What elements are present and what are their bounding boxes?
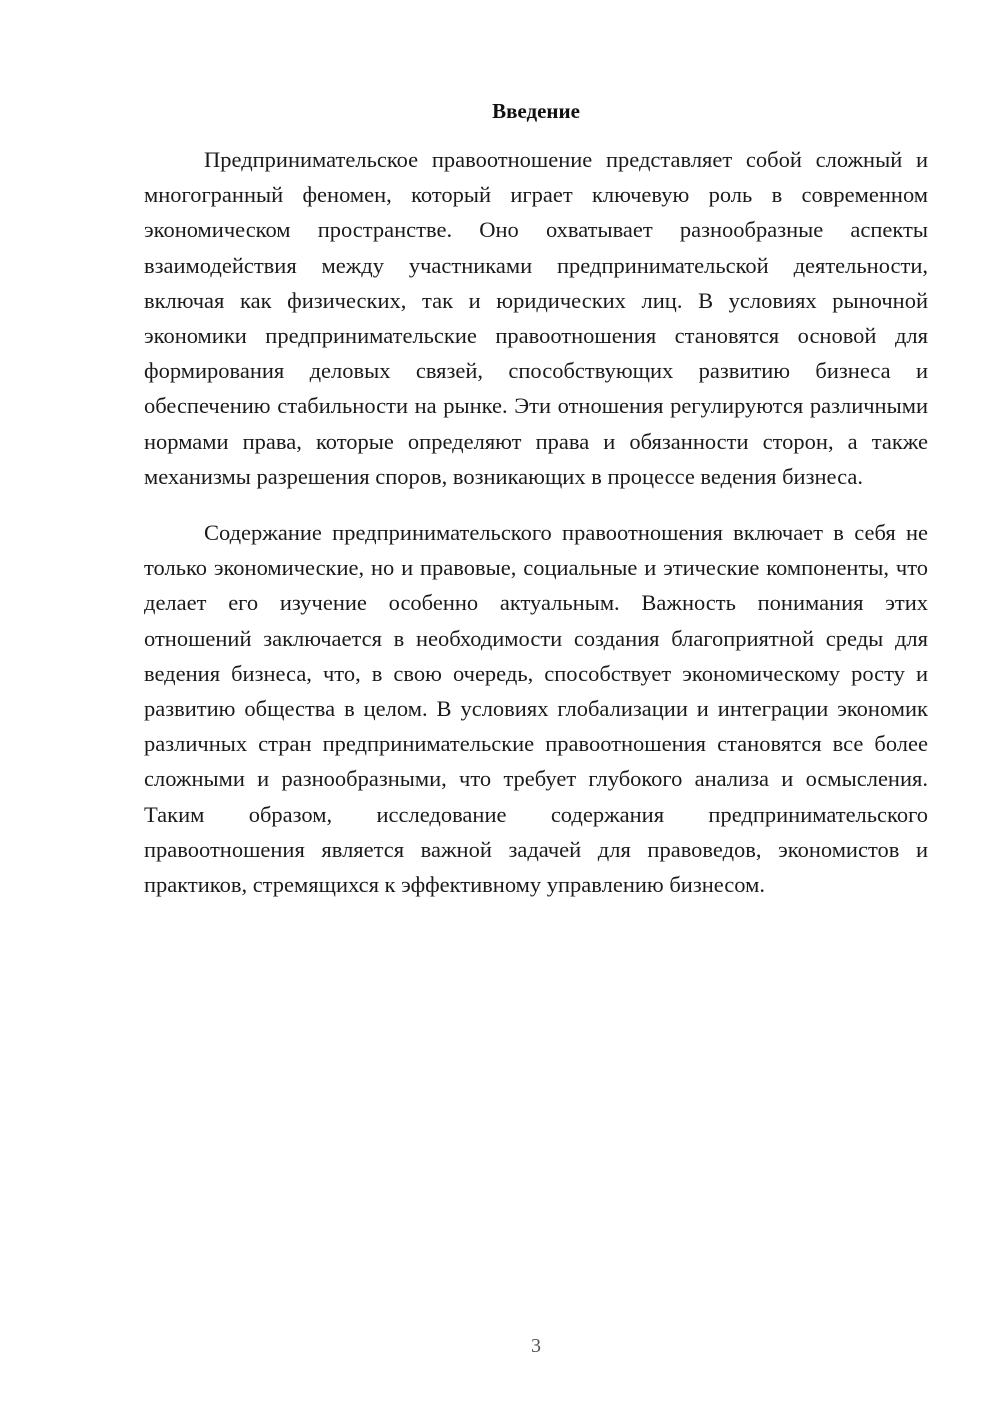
document-body [144,96,928,902]
paragraph-1: Предпринимательское правоотношение представляет собой сложный и многогранный феномен, который играет ключевую роль в современном экономическом пространстве. Оно охватывает разнообразные аспекты взаимодействия между участниками предпринимательской деятельности, включая как физических, так и юридических лиц. В условиях рыночной экономики предпринимательские правоотношения становятся основой для формирования деловых связей, способствующих развитию бизнеса и обеспечению стабильности на рынке. Эти отношения регулируются различными нормами права, которые определяют права и обязанности сторон, а также механизмы разрешения споров, возникающих в процессе ведения бизнеса. [144,147,928,489]
section-heading: Введение [492,99,580,123]
page-number: 3 [531,1335,541,1357]
paragraph-2: Содержание предпринимательского правоотношения включает в себя не только экономические, но и правовые, социальные и этические компоненты, что делает его изучение особенно актуальным. Важность понимания этих отношений заключается в необходимости создания благоприятной среды для ведения бизнеса, что, в свою очередь, способствует экономическому росту и развитию общества в целом. В условиях глобализации и интеграции экономик различных стран предпринимательские правоотношения становятся все более сложными и разнообразными, что требует глубокого анализа и осмысления. Таким образом, исследование содержания предпринимательского правоотношения является важной задачей для правоведов, экономистов и практиков, стремящихся к эффективному управлению бизнесом. [144,520,928,898]
